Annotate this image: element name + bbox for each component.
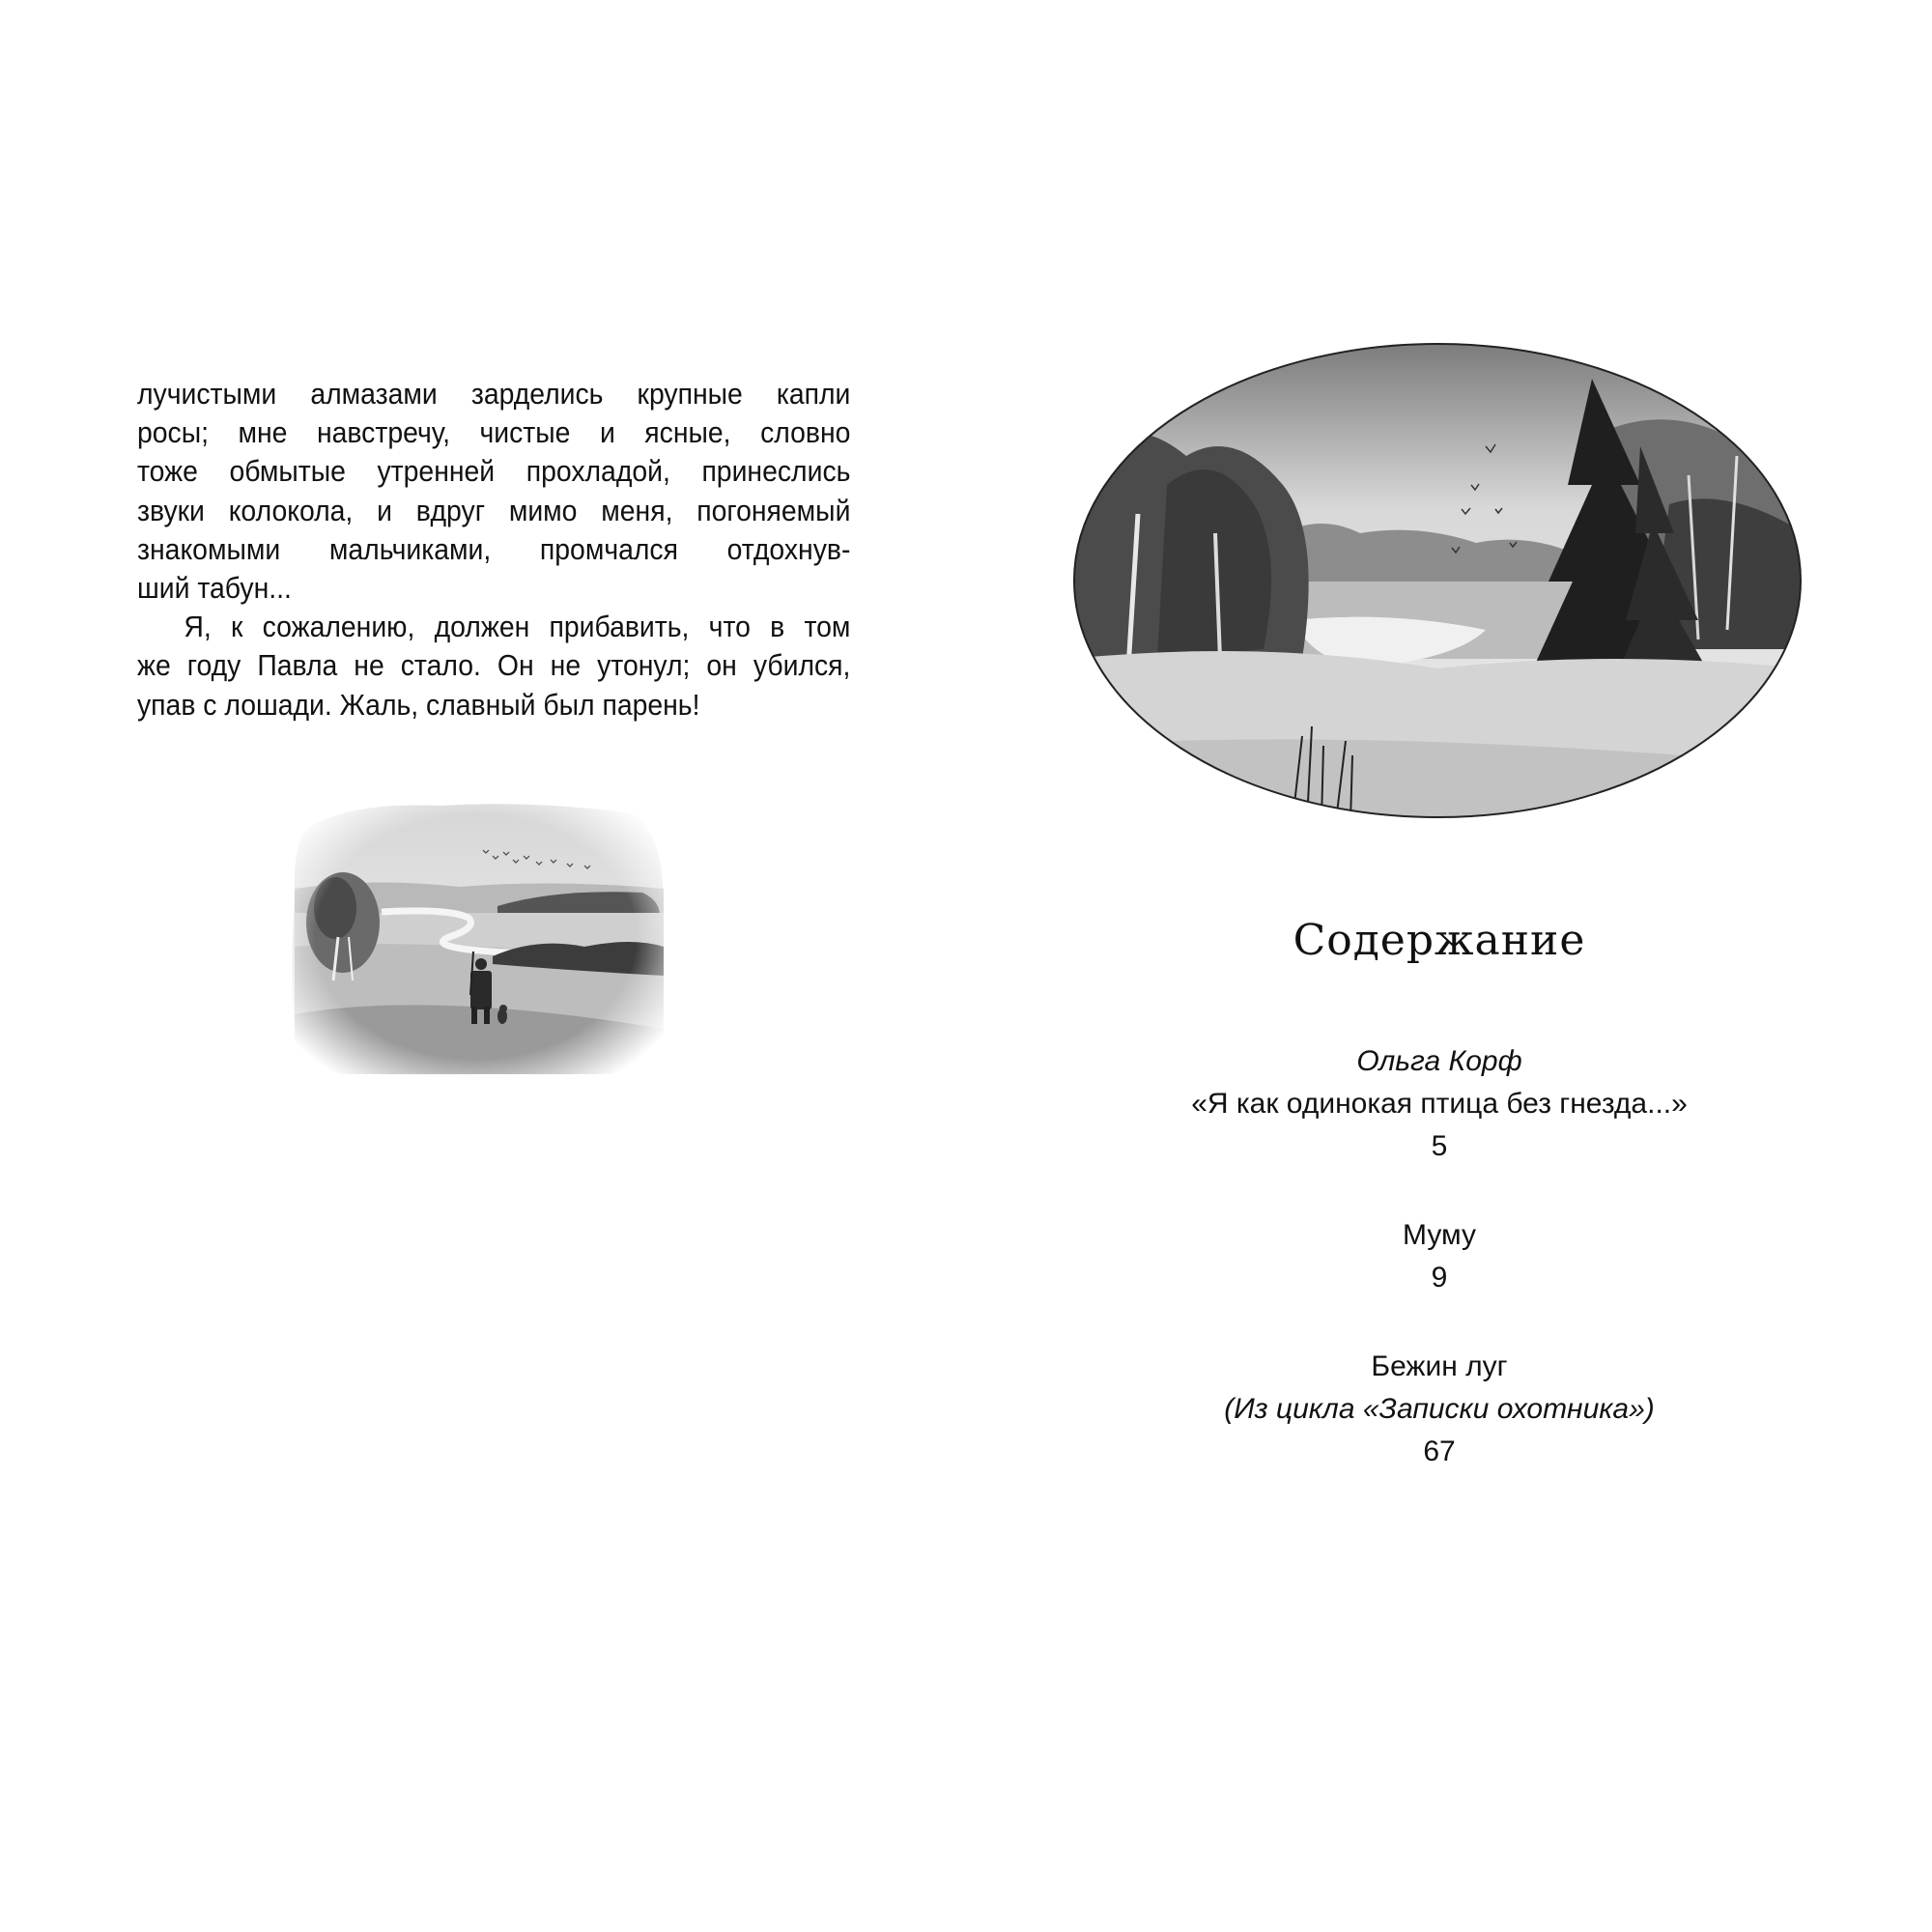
paragraph-2: [137, 608, 850, 724]
oval-landscape-icon: [1070, 340, 1804, 821]
toc-entry-2-page: 9: [1431, 1262, 1448, 1293]
toc-entry-1-title[interactable]: «Я как одинокая птица без гнезда...»: [1191, 1088, 1688, 1120]
story-text: [137, 375, 850, 724]
toc-entry-2-title[interactable]: Муму: [1403, 1219, 1476, 1251]
landscape-vignette-icon: [285, 792, 667, 1082]
text-line: звуки колокола, и вдруг мимо меня, погоняемый: [137, 494, 851, 527]
toc-entry-1-page: 5: [1431, 1130, 1448, 1162]
toc-title: Содержание: [1293, 916, 1586, 965]
toc-entry-1-author: Ольга Корф: [1356, 1045, 1522, 1077]
toc-entry-3-page: 67: [1423, 1435, 1456, 1467]
paragraph-1: [137, 375, 850, 608]
text-line: тоже обмытые утренней прохладой, принеслись: [137, 455, 851, 489]
text-line: знакомыми мальчиками, промчался отдохнув-: [137, 532, 851, 566]
toc-entry-3-title[interactable]: Бежин луг: [1371, 1350, 1508, 1382]
oval-landscape-illustration: [1070, 340, 1804, 821]
text-line: упав с лошади. Жаль, славный был парень!: [137, 688, 700, 722]
text-line: ший табун...: [137, 572, 292, 606]
toc-entry-3-subtitle: (Из цикла «Записки охотника»): [1224, 1393, 1655, 1425]
text-line: Я, к сожалению, должен прибавить, что в том: [184, 611, 851, 644]
hunter-landscape-illustration: [285, 792, 667, 1082]
text-line: росы; мне навстречу, чистые и ясные, словно: [137, 416, 851, 450]
right-page: [966, 0, 1932, 1932]
text-line: же году Павла не стало. Он не утонул; он убился,: [137, 649, 851, 683]
text-line: лучистыми алмазами зарделись крупные капли: [137, 378, 851, 411]
